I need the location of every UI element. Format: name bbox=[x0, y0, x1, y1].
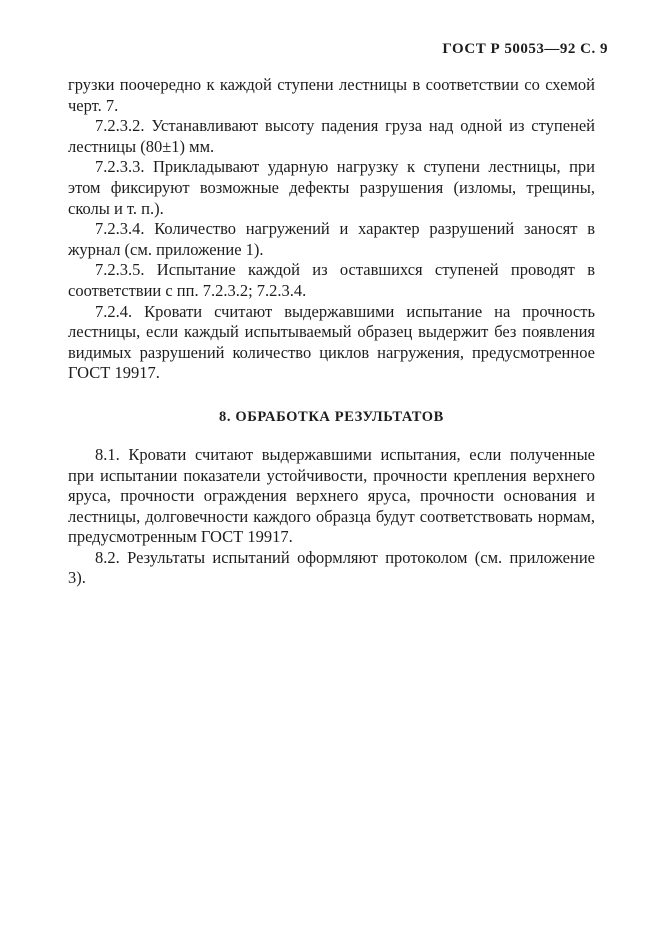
paragraph-8-2: 8.2. Результаты испытаний оформляют протоколом (см. приложение 3). bbox=[68, 547, 595, 588]
paragraph-7-2-3-5: 7.2.3.5. Испытание каждой из оставшихся ступеней проводят в соответствии с пп. 7.2.3.2; 7.2.3.4. bbox=[68, 260, 595, 300]
paragraph-continuation: грузки поочередно к каждой ступени лестницы в соответствии со схемой черт. 7. bbox=[68, 75, 595, 115]
section-heading: 8. ОБРАБОТКА РЕЗУЛЬТАТОВ bbox=[219, 408, 444, 425]
paragraph-8-1: 8.1. Кровати считают выдержавшими испытания, если полученные при испытании показатели устойчивости, прочности крепления верхнего яруса, прочности ограждения верхнего яруса, прочности основания и лестницы, долговечности каждого образца будут соответствовать нормам, предусмотренным ГОСТ 19917. bbox=[68, 444, 595, 547]
paragraph-7-2-3-2: 7.2.3.2. Устанавливают высоту падения груза над одной из ступеней лестницы (80±1) мм. bbox=[68, 116, 595, 156]
paragraph-7-2-4: 7.2.4. Кровати считают выдержавшими испытание на прочность лестницы, если каждый испытываемый образец выдержит без появления видимых разрушений количество циклов нагружения, предусмотренное ГОСТ 19917. bbox=[68, 301, 595, 383]
running-header: ГОСТ Р 50053—92 С. 9 bbox=[442, 41, 608, 57]
paragraph-7-2-3-3: 7.2.3.3. Прикладывают ударную нагрузку к ступени лестницы, при этом фиксируют возможные дефекты разрушения (изломы, трещины, сколы и т. п.). bbox=[68, 157, 595, 218]
body-text bbox=[68, 75, 595, 589]
paragraph-7-2-3-4: 7.2.3.4. Количество нагружений и характер разрушений заносят в журнал (см. приложение 1). bbox=[68, 219, 595, 259]
